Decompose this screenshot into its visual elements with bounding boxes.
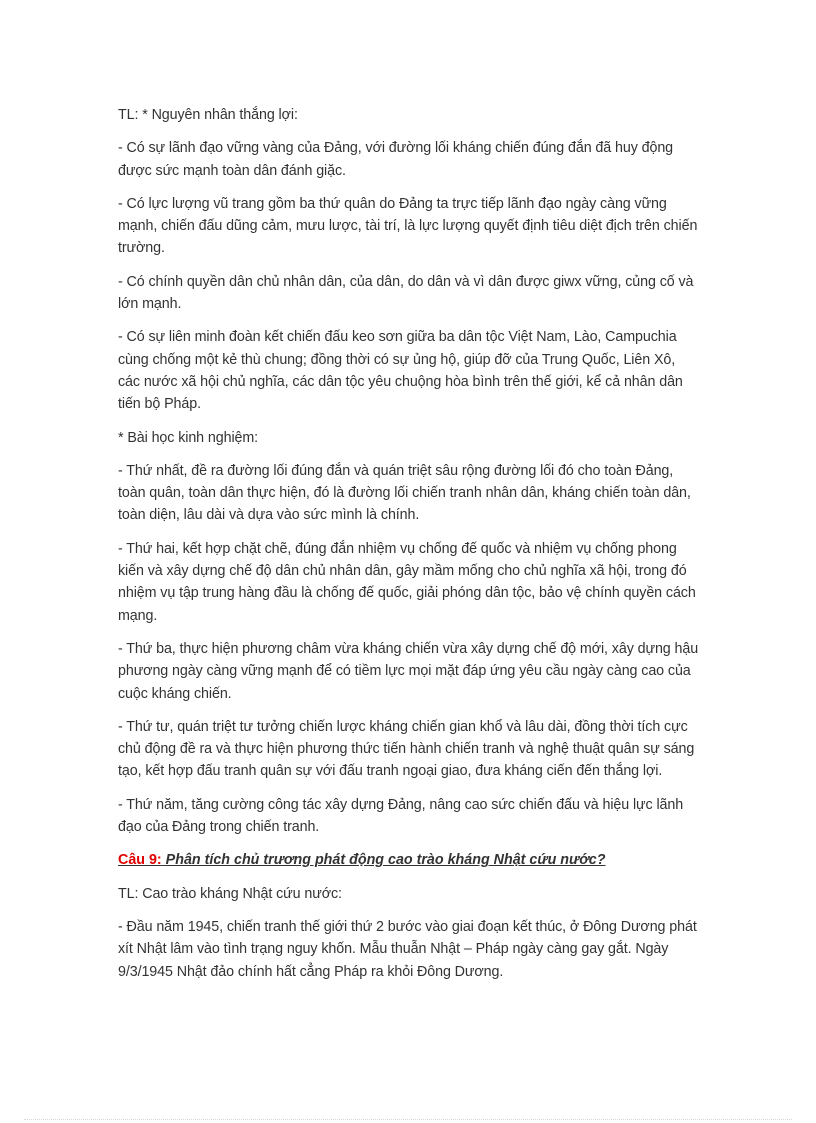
lesson-third: - Thứ ba, thực hiện phương châm vừa kháng chiến vừa xây dựng chế độ mới, xây dựng hậu phương ngày càng vững mạnh để có tiềm lực mọi mặt đáp ứng yêu cầu ngày càng cao của cuộc kháng chiến. xyxy=(118,640,699,702)
question-heading xyxy=(118,849,700,871)
reason-alliance: - Có sự liên minh đoàn kết chiến đấu keo sơn giữa ba dân tộc Việt Nam, Lào, Campuchia cùng chống một kẻ thù chung; đồng thời có sự ủng hộ, giúp đỡ của Trung Quốc, Liên Xô, các nước xã hội chủ nghĩa, các dân tộc yêu chuộng hòa bình trên thế giới, kể cả nhân dân tiến bộ Pháp. xyxy=(118,329,683,413)
answer-context: - Đầu năm 1945, chiến tranh thế giới thứ 2 bước vào giai đoạn kết thúc, ở Đông Dương phát xít Nhật lâm vào tình trạng nguy khốn. Mẫu thuẫn Nhật – Pháp ngày càng gay gắt. Ngày 9/3/1945 Nhật đảo chính hất cẳng Pháp ra khỏi Đông Dương. xyxy=(118,918,697,980)
lesson-fifth: - Thứ năm, tăng cường công tác xây dựng Đảng, nâng cao sức chiến đấu và hiệu lực lãnh đạo của Đảng trong chiến tranh. xyxy=(118,796,684,836)
page-bottom-divider xyxy=(24,1119,792,1120)
lesson-first: - Thứ nhất, đề ra đường lối đúng đắn và quán triệt sâu rộng đường lối đó cho toàn Đảng, toàn quân, toàn dân thực hiện, đó là đường lối chiến tranh nhân dân, kháng chiến toàn dân, toàn diện, lâu dài và dựa vào sức mình là chính. xyxy=(118,462,691,524)
question-text: Phân tích chủ trương phát động cao trào kháng Nhật cứu nước? xyxy=(161,852,606,869)
answer-intro: TL: * Nguyên nhân thắng lợi: xyxy=(118,107,298,123)
reason-armed-forces: - Có lực lượng vũ trang gồm ba thứ quân do Đảng ta trực tiếp lãnh đạo ngày càng vững mạnh, chiến đấu dũng cảm, mưu lược, tài trí, là lực lượng quyết định tiêu diệt địch trên chiến trường. xyxy=(118,195,698,257)
question-label: Câu 9: xyxy=(118,852,162,869)
answer-intro-2: TL: Cao trào kháng Nhật cứu nước: xyxy=(118,885,342,902)
lessons-heading: * Bài học kinh nghiệm: xyxy=(118,429,259,446)
reason-government: - Có chính quyền dân chủ nhân dân, của dân, do dân và vì dân được giwx vững, củng cố và lớn mạnh. xyxy=(118,273,694,313)
lesson-second: - Thứ hai, kết hợp chặt chẽ, đúng đắn nhiệm vụ chống đế quốc và nhiệm vụ chống phong kiến và xây dựng chế độ dân chủ nhân dân, gây mầm mống cho chủ nghĩa xã hội, trong đó nhiệm vụ tập trung hàng đầu là chống đế quốc, giải phóng dân tộc, bảo vệ chính quyền cách mạng. xyxy=(118,540,696,624)
lesson-fourth: - Thứ tư, quán triệt tư tưởng chiến lược kháng chiến gian khổ và lâu dài, đồng thời tích cực chủ động đề ra và thực hiện phương thức tiến hành chiến tranh và nghệ thuật quân sự sáng tạo, kết hợp đấu tranh quân sự với đấu tranh ngoại giao, đưa kháng ciến đến thắng lợi. xyxy=(118,718,695,780)
reason-leadership: - Có sự lãnh đạo vững vàng của Đảng, với đường lối kháng chiến đúng đắn đã huy động được sức mạnh toàn dân đánh giặc. xyxy=(118,140,674,179)
document-body xyxy=(118,104,700,994)
